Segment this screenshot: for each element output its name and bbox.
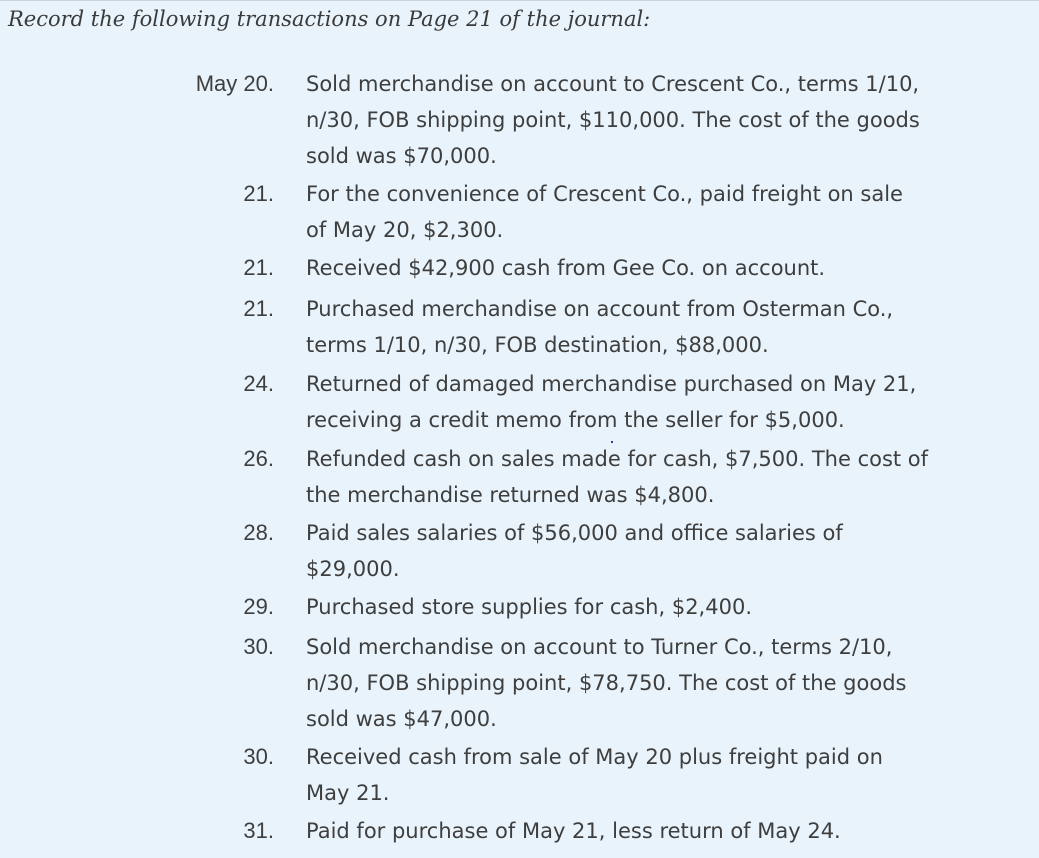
transaction-line: Returned of damaged merchandise purchased on May 21,	[306, 372, 917, 396]
transaction-line: Sold merchandise on account to Turner Co., terms 2/10,	[306, 635, 893, 659]
transaction-date: 31.	[243, 818, 274, 843]
transaction-line: Purchased merchandise on account from Osterman Co.,	[306, 297, 894, 321]
transaction-line: the merchandise returned was $4,800.	[306, 483, 715, 507]
transaction-line: receiving a credit memo from the seller for $5,000.	[306, 408, 845, 432]
transaction-date: 28.	[243, 520, 274, 545]
transaction-description	[306, 515, 1006, 587]
transaction-description	[306, 813, 1006, 849]
transaction-date: 30.	[243, 634, 274, 659]
transaction-description	[306, 66, 1006, 174]
transaction-date: 21.	[243, 255, 274, 280]
exercise-heading: Record the following transactions on Page 21 of the journal:	[8, 7, 651, 31]
transaction-line: Received $42,900 cash from Gee Co. on account.	[306, 256, 826, 280]
transaction-date: 24.	[243, 371, 274, 396]
transaction-description	[306, 589, 1006, 625]
transaction-line: Paid sales salaries of $56,000 and office salaries of	[306, 521, 843, 545]
transaction-line: n/30, FOB shipping point, $78,750. The cost of the goods	[306, 671, 907, 695]
transaction-description	[306, 629, 1006, 737]
transaction-date: 21.	[243, 181, 274, 206]
stray-mark	[611, 441, 613, 443]
transaction-line: Purchased store supplies for cash, $2,400.	[306, 595, 752, 619]
transaction-date: 26.	[243, 446, 274, 471]
transaction-line: terms 1/10, n/30, FOB destination, $88,000.	[306, 333, 769, 357]
transaction-line: Paid for purchase of May 21, less return of May 24.	[306, 819, 841, 843]
transaction-description	[306, 291, 1006, 363]
transaction-line: of May 20, $2,300.	[306, 218, 504, 242]
transaction-date: 30.	[243, 744, 274, 769]
transaction-line: May 21.	[306, 781, 390, 805]
transaction-line: Sold merchandise on account to Crescent Co., terms 1/10,	[306, 72, 920, 96]
transaction-line: Refunded cash on sales made for cash, $7,500. The cost of	[306, 447, 929, 471]
transaction-line: For the convenience of Crescent Co., paid freight on sale	[306, 182, 903, 206]
transaction-description	[306, 366, 1006, 438]
transaction-description	[306, 739, 1006, 811]
transaction-description	[306, 250, 1006, 286]
transaction-line: sold was $47,000.	[306, 707, 497, 731]
transaction-line: $29,000.	[306, 557, 400, 581]
transaction-description	[306, 441, 1006, 513]
transaction-date: May 20.	[195, 71, 274, 96]
transaction-date: 29.	[243, 594, 274, 619]
transaction-line: Received cash from sale of May 20 plus freight paid on	[306, 745, 883, 769]
transaction-description	[306, 176, 1006, 248]
transaction-date: 21.	[243, 296, 274, 321]
transaction-line: n/30, FOB shipping point, $110,000. The cost of the goods	[306, 108, 920, 132]
transaction-line: sold was $70,000.	[306, 144, 497, 168]
